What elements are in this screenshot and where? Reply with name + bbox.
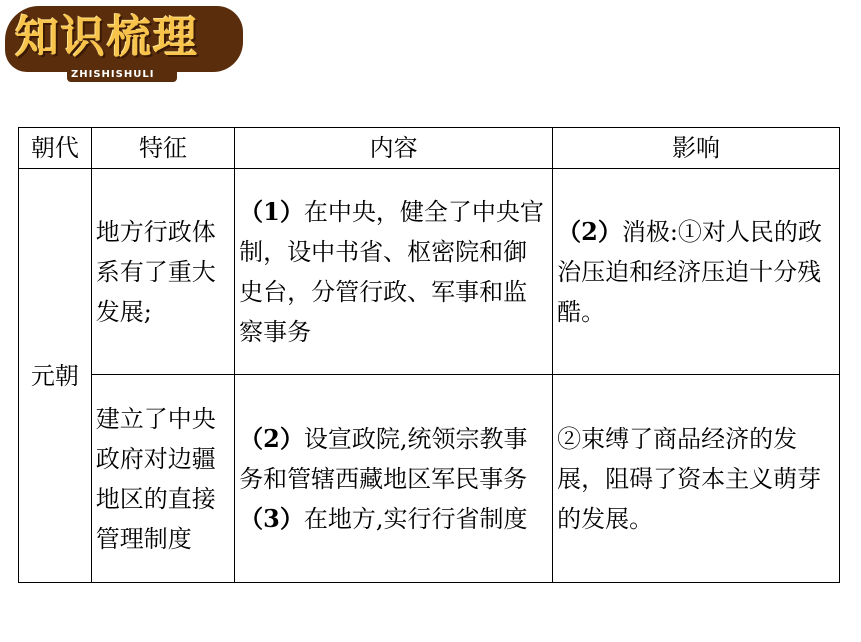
- content-cell: [235, 375, 553, 583]
- impact-text: ②束缚了商品经济的发展，阻碍了资本主义萌芽的发展。: [557, 424, 822, 533]
- table-row: [19, 375, 840, 583]
- content-text: 设宣政院,统领宗教事务和管辖西藏地区军民事务: [239, 424, 528, 493]
- content-item: [239, 419, 548, 499]
- table-row: [19, 169, 840, 375]
- feature-cell: 地方行政体系有了重大发展;: [91, 169, 234, 375]
- dynasty-table: [18, 127, 840, 583]
- table-header-row: [19, 128, 840, 169]
- header-dynasty: 朝代: [19, 128, 92, 169]
- item-number: （2）: [239, 423, 304, 453]
- item-number: （1）: [239, 196, 304, 226]
- content-text: 在中央，健全了中央官制，设中书省、枢密院和御史台，分管行政、军事和监察事务: [239, 197, 544, 346]
- item-number: （3）: [239, 503, 304, 533]
- content-cell: [235, 169, 553, 375]
- impact-text: 消极:①对人民的政治压迫和经济压迫十分残酷。: [557, 217, 822, 326]
- impact-cell: [553, 375, 840, 583]
- content-text: 在地方,实行行省制度: [303, 504, 528, 533]
- logo-title: 知识梳理: [15, 12, 199, 63]
- dynasty-cell: 元朝: [19, 169, 92, 583]
- header-content: 内容: [235, 128, 553, 169]
- content-item: [239, 499, 548, 539]
- item-number: （2）: [557, 216, 622, 246]
- impact-cell: [553, 169, 840, 375]
- header-feature: 特征: [91, 128, 234, 169]
- logo-subtitle: ZHISHISHULI: [71, 69, 155, 80]
- section-logo: [5, 6, 245, 82]
- header-impact: 影响: [553, 128, 840, 169]
- feature-cell: 建立了中央政府对边疆地区的直接管理制度: [91, 375, 234, 583]
